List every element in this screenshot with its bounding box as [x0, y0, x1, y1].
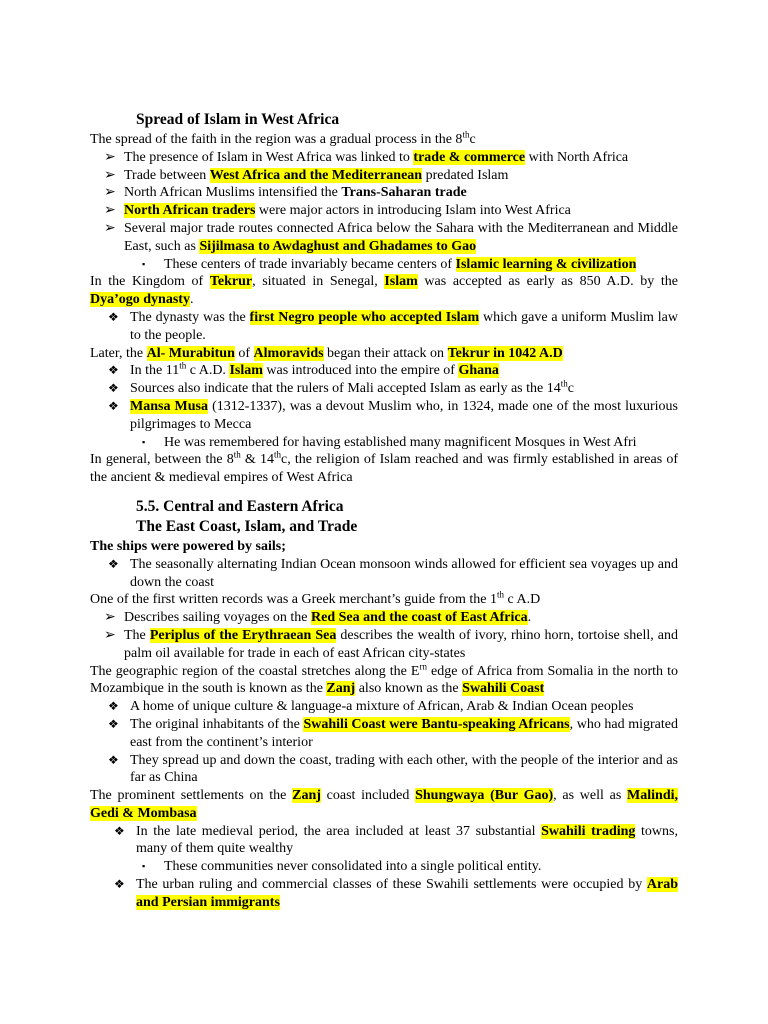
arrow-bullet-item [90, 220, 678, 256]
highlighted-text: Swahili Coast were Bantu-speaking Africans [303, 716, 570, 732]
text-run: (1312-1337), was a devout Muslim who, in 1324, made one of the most luxurious pilgrimages to Mecca [130, 398, 678, 432]
text-run: Trans-Saharan trade [341, 185, 467, 201]
section-heading [90, 497, 678, 517]
paragraph [90, 273, 678, 309]
text-run: c, the religion of Islam reached and was firmly established in areas of the ancient & medieval empires of West Africa [90, 452, 679, 486]
text-run: In the 11 [130, 363, 180, 379]
text-run: Spread of Islam in West Africa [136, 111, 340, 128]
superscript-text: th [560, 378, 568, 389]
diamond-bullet-item [90, 556, 678, 592]
highlighted-text: Sijilmasa to Awdaghust and Ghadames to Gao [199, 238, 477, 254]
arrow-bullet-item [90, 627, 678, 663]
diamond-bullet-icon: ❖ [108, 699, 119, 714]
diamond-bullet-icon: ❖ [114, 877, 125, 892]
arrow-bullet-item [90, 167, 678, 185]
highlighted-text: Arab and Persian immigrants [136, 877, 678, 910]
paragraph [90, 451, 678, 487]
text-run: The prominent settlements on the [90, 788, 293, 804]
highlighted-text: Malindi, Gedi & Mombasa [90, 788, 679, 821]
diamond-bullet-icon: ❖ [108, 398, 119, 413]
superscript-text: th [233, 449, 241, 460]
text-run: c A.D [504, 592, 541, 608]
highlighted-text: North African traders [124, 203, 256, 219]
square-bullet-icon: ▪ [142, 436, 146, 447]
arrow-bullet-item [90, 184, 678, 202]
text-run: They spread up and down the coast, trading with each other, with the people of the interior and as far as China [130, 752, 678, 786]
arrow-bullet-icon: ➢ [104, 610, 116, 626]
highlighted-text: Mansa Musa [130, 398, 208, 414]
arrow-bullet-icon: ➢ [104, 220, 116, 236]
square-bullet-item [90, 434, 678, 452]
text-run: He was remembered for having established many magnificent Mosques in West Afri [164, 434, 637, 450]
text-run: with North Africa [525, 149, 629, 165]
superscript-text: th [462, 129, 470, 140]
document-body [90, 108, 678, 912]
diamond-bullet-item [90, 698, 678, 716]
text-run: The spread of the faith in the region was a gradual process in the 8 [90, 132, 463, 147]
text-run: , situated in Senegal, [252, 274, 385, 290]
diamond-bullet-item [90, 752, 678, 788]
text-run: In general, between the 8 [90, 452, 234, 468]
text-run: Describes sailing voyages on the [124, 610, 312, 626]
text-run: predated Islam [422, 167, 509, 183]
highlighted-text: Al- Murabitun [146, 345, 235, 361]
text-run: coast included [320, 788, 416, 804]
text-run: North African Muslims intensified the [124, 185, 342, 201]
text-run: The seasonally alternating Indian Ocean monsoon winds allowed for efficient sea voyages up and down the coast [130, 556, 678, 590]
diamond-bullet-icon: ❖ [108, 716, 119, 731]
text-run: & 14 [240, 452, 274, 468]
diamond-bullet-icon: ❖ [108, 363, 119, 378]
text-run: . [189, 292, 194, 308]
highlighted-text: West Africa and the Mediterranean [209, 167, 423, 183]
text-run: were major actors in introducing Islam into West Africa [255, 203, 571, 219]
highlighted-text: Tekrur [209, 274, 253, 290]
text-run: , as well as [553, 788, 628, 804]
highlighted-text: Zanj [326, 681, 356, 697]
text-run: c [469, 132, 476, 147]
arrow-bullet-icon: ➢ [104, 185, 116, 201]
diamond-bullet-item [90, 380, 678, 398]
paragraph [90, 131, 678, 149]
diamond-bullet-item [90, 876, 678, 912]
highlighted-text: Tekrur in 1042 A.D [447, 345, 563, 361]
superscript-text: th [497, 589, 505, 600]
highlighted-text: Islam [229, 363, 263, 379]
superscript-text: th [179, 360, 187, 371]
highlighted-text: Swahili trading [541, 823, 636, 839]
text-run: One of the first written records was a Greek merchant’s guide from the 1 [90, 592, 498, 608]
text-run: The [124, 627, 150, 643]
text-run: began their attack on [323, 345, 448, 361]
text-run: was introduced into the empire of [262, 363, 459, 379]
text-run: . [527, 610, 532, 626]
text-run: The geographic region of the coastal stretches along the E [90, 663, 420, 679]
paragraph [90, 345, 678, 363]
arrow-bullet-item [90, 202, 678, 220]
highlighted-text: Shungwaya (Bur Gao) [415, 788, 554, 804]
superscript-text: th [273, 449, 281, 460]
paragraph [90, 787, 678, 823]
diamond-bullet-icon: ❖ [108, 752, 119, 767]
diamond-bullet-item [90, 823, 678, 859]
text-run: 5.5. Central and Eastern Africa [136, 497, 344, 515]
text-run: Sources also indicate that the rulers of Mali accepted Islam as early as the 14 [130, 381, 561, 397]
arrow-bullet-icon: ➢ [104, 149, 116, 165]
text-run: c A.D. [186, 363, 230, 379]
paragraph [90, 591, 678, 609]
diamond-bullet-item [90, 716, 678, 752]
text-run: Later, the [90, 345, 147, 361]
text-run: The East Coast, Islam, and Trade [136, 517, 358, 535]
arrow-bullet-icon: ➢ [104, 627, 116, 643]
paragraph [90, 660, 678, 699]
highlighted-text: Ghana [458, 363, 499, 379]
text-run: The urban ruling and commercial classes of these Swahili settlements were occupied by [136, 877, 647, 893]
square-bullet-icon: ▪ [142, 861, 146, 872]
text-run: The dynasty was the [130, 309, 250, 325]
highlighted-text: Zanj [292, 788, 321, 804]
text-run: also known as the [355, 681, 463, 697]
text-run: Trade between [124, 167, 210, 183]
square-bullet-icon: ▪ [142, 258, 146, 269]
diamond-bullet-item [90, 309, 678, 345]
text-run: These centers of trade invariably became centers of [164, 256, 456, 272]
arrow-bullet-icon: ➢ [104, 167, 116, 183]
subsection-heading [90, 517, 678, 537]
arrow-bullet-item [90, 149, 678, 167]
diamond-bullet-item [90, 398, 678, 434]
text-run: c [567, 381, 574, 397]
text-run: which gave a uniform Muslim law to the people. [130, 309, 678, 343]
square-bullet-item [90, 858, 678, 876]
highlighted-text: Red Sea and the coast of East Africa [311, 610, 528, 626]
highlighted-text: Islamic learning & civilization [455, 256, 637, 272]
text-run: These communities never consolidated into a single political entity. [164, 859, 542, 875]
diamond-bullet-icon: ❖ [108, 556, 119, 571]
superscript-text: rn [419, 660, 427, 671]
text-run: A home of unique culture & language-a mixture of African, Arab & Indian Ocean peoples [130, 699, 634, 715]
arrow-bullet-icon: ➢ [104, 203, 116, 219]
text-run: Several major trade routes connected Africa below the Sahara with the Mediterranean and Middle East, such as [124, 220, 678, 254]
section-heading [90, 110, 678, 130]
square-bullet-item [90, 256, 678, 274]
text-run: towns, many of them quite wealthy [136, 823, 678, 857]
highlighted-text: first Negro people who accepted Islam [249, 309, 480, 325]
diamond-bullet-item [90, 362, 678, 380]
arrow-bullet-item [90, 609, 678, 627]
paragraph [90, 538, 678, 556]
text-run: In the Kingdom of [90, 274, 210, 290]
highlighted-text: Islam [384, 274, 418, 290]
text-run: of [234, 345, 254, 361]
highlighted-text: trade & commerce [413, 149, 526, 165]
text-run: , who had migrated east from the continent’s interior [130, 716, 678, 750]
highlighted-text: Swahili Coast [462, 681, 545, 697]
highlighted-text: Dya’ogo dynasty [90, 292, 190, 308]
text-run: In the late medieval period, the area included at least 37 substantial [136, 823, 542, 839]
highlighted-text: Periplus of the Erythraean Sea [149, 627, 337, 643]
highlighted-text: Almoravids [253, 345, 324, 361]
diamond-bullet-icon: ❖ [114, 823, 125, 838]
diamond-bullet-icon: ❖ [108, 381, 119, 396]
diamond-bullet-icon: ❖ [108, 309, 119, 324]
text-run: edge of Africa from Somalia in the north to Mozambique in the south is known as the [90, 663, 678, 697]
text-run: The original inhabitants of the [130, 716, 304, 732]
text-run: was accepted as early as 850 A.D. by the [417, 274, 678, 290]
text-run: describes the wealth of ivory, rhino horn, tortoise shell, and palm oil available for trade in each of east African city-states [124, 627, 679, 661]
text-run: The presence of Islam in West Africa was linked to [124, 149, 414, 165]
text-run: The ships were powered by sails; [90, 538, 286, 554]
